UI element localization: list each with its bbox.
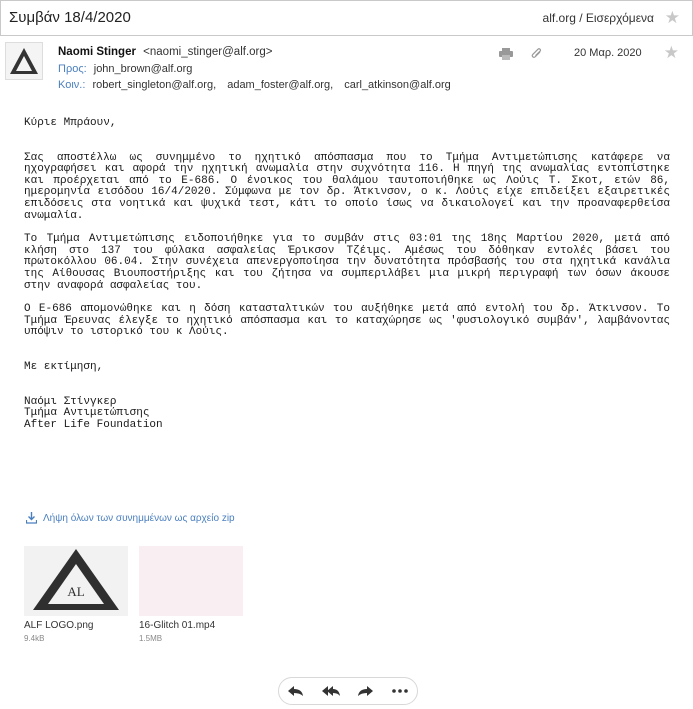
signature-line: Ναόμι Στίνγκερ bbox=[24, 395, 117, 408]
sender-name[interactable]: Naomi Stinger bbox=[58, 46, 136, 58]
attachment-size: 1.5MB bbox=[139, 634, 163, 643]
more-icon[interactable] bbox=[390, 684, 410, 698]
body-paragraph: Το Τμήμα Αντιμετώπισης ειδοποιήθηκε για το συμβάν στις 03:01 της 18ης Μαρτίου 2020, μετά από κλήση στο 137 του φύλακα ασφαλείας Έρικσον Τζέιμς. Αμέσως του δόθηκαν εντολές βάσει του πρωτοκόλλου 06.04. Στην συνέχεια απενεργοποίησα την δυνατότητα πρόσβασής του στα ηχητικά κανάλια της Αίθουσας Βιουποστήριξης και του ζήτησα να συμπεριλάβει μια μικρή περιγραφή των όσων άκουσε στην αναφορά ασφαλείας του. bbox=[24, 233, 670, 292]
cc-recipient[interactable]: adam_foster@alf.org, bbox=[227, 79, 334, 91]
closing: Με εκτίμηση, bbox=[24, 360, 104, 373]
sender-line bbox=[58, 46, 272, 58]
attachment-name: ALF LOGO.png bbox=[24, 620, 94, 631]
signature-line: After Life Foundation bbox=[24, 418, 163, 431]
cc-line bbox=[58, 79, 459, 91]
attachment-card[interactable] bbox=[24, 546, 128, 643]
download-all-label: Λήψη όλων των συνημμένων ως αρχείο zip bbox=[43, 512, 235, 524]
paperclip-icon bbox=[531, 47, 543, 60]
forward-icon[interactable] bbox=[355, 684, 375, 698]
attachment-thumbnail bbox=[24, 546, 128, 616]
download-all-link[interactable] bbox=[26, 512, 235, 524]
logo-text: AL bbox=[67, 584, 85, 599]
attachment-size: 9.4kB bbox=[24, 634, 45, 643]
signature-line: Τμήμα Αντιμετώπισης bbox=[24, 407, 150, 420]
cc-label: Κοιν.: bbox=[58, 79, 86, 91]
to-line bbox=[58, 63, 192, 75]
message-body bbox=[24, 118, 670, 431]
reply-icon[interactable] bbox=[286, 684, 306, 698]
greeting: Κύριε Μπράουν, bbox=[24, 117, 117, 129]
to-recipient[interactable]: john_brown@alf.org bbox=[93, 63, 193, 75]
cc-recipient[interactable]: robert_singleton@alf.org, bbox=[92, 79, 217, 91]
folder-breadcrumb[interactable]: alf.org / Εισερχόμενα bbox=[542, 11, 654, 25]
attachment-card[interactable] bbox=[139, 546, 243, 643]
message-actions bbox=[278, 677, 418, 705]
download-icon bbox=[26, 512, 37, 524]
attachment-name: 16-Glitch 01.mp4 bbox=[139, 620, 216, 631]
star-icon[interactable]: ★ bbox=[663, 43, 679, 62]
body-paragraph: Σας αποστέλλω ως συνημμένο το ηχητικό απόσπασμα που το Τμήμα Αντιμετώπισης κατάφερε να ηχογραφήσει και αφορά την ηχητική ανωμαλία στην συχνότητα 116. Η πηγή της ανωμαλίας εντοπίστηκε και προέρχεται από το Ε-686. Ο ένοικος του θαλάμου ταυτοποιήθηκε ως Λούις Τ. Σκοτ, ετών 86, ημερομηνία εισόδου 16/4/2020. Σύμφωνα με τον δρ. Άτκινσον, ο κ. Λούις είχε επιδείξει εξαιρετικές επιδόσεις στα νοητικά και ψυχικά τεστ, κάτι το οποίο ίσως να δικαιολογεί και την προαναφερθείσα ανωμαλία. bbox=[24, 151, 670, 222]
reply-all-icon[interactable] bbox=[321, 684, 341, 698]
sender-email: <naomi_stinger@alf.org> bbox=[143, 46, 273, 58]
message-header bbox=[0, 38, 693, 98]
body-paragraph: Ο Ε-686 απομονώθηκε και η δόση κατασταλτικών του αυξήθηκε μετά από εντολή του δρ. Άτκινσον. Το Τμήμα Έρευνας έλεγξε το ηχητικό απόσπασμα και το καταχώρησε ως 'φυσιολογικό συμβάν', λαμβάνοντας υπόψιν το ιστορικό του κ Λούις. bbox=[24, 303, 670, 339]
cc-recipient[interactable]: carl_atkinson@alf.org bbox=[344, 79, 451, 91]
print-icon[interactable] bbox=[499, 47, 513, 59]
message-date: 20 Μαρ. 2020 bbox=[574, 47, 642, 59]
email-subject: Συμβάν 18/4/2020 bbox=[9, 9, 131, 26]
attachment-thumbnail bbox=[139, 546, 243, 616]
star-icon[interactable]: ★ bbox=[664, 8, 680, 27]
to-label: Προς: bbox=[58, 63, 87, 75]
subject-bar bbox=[0, 0, 693, 36]
sender-avatar bbox=[5, 42, 43, 80]
